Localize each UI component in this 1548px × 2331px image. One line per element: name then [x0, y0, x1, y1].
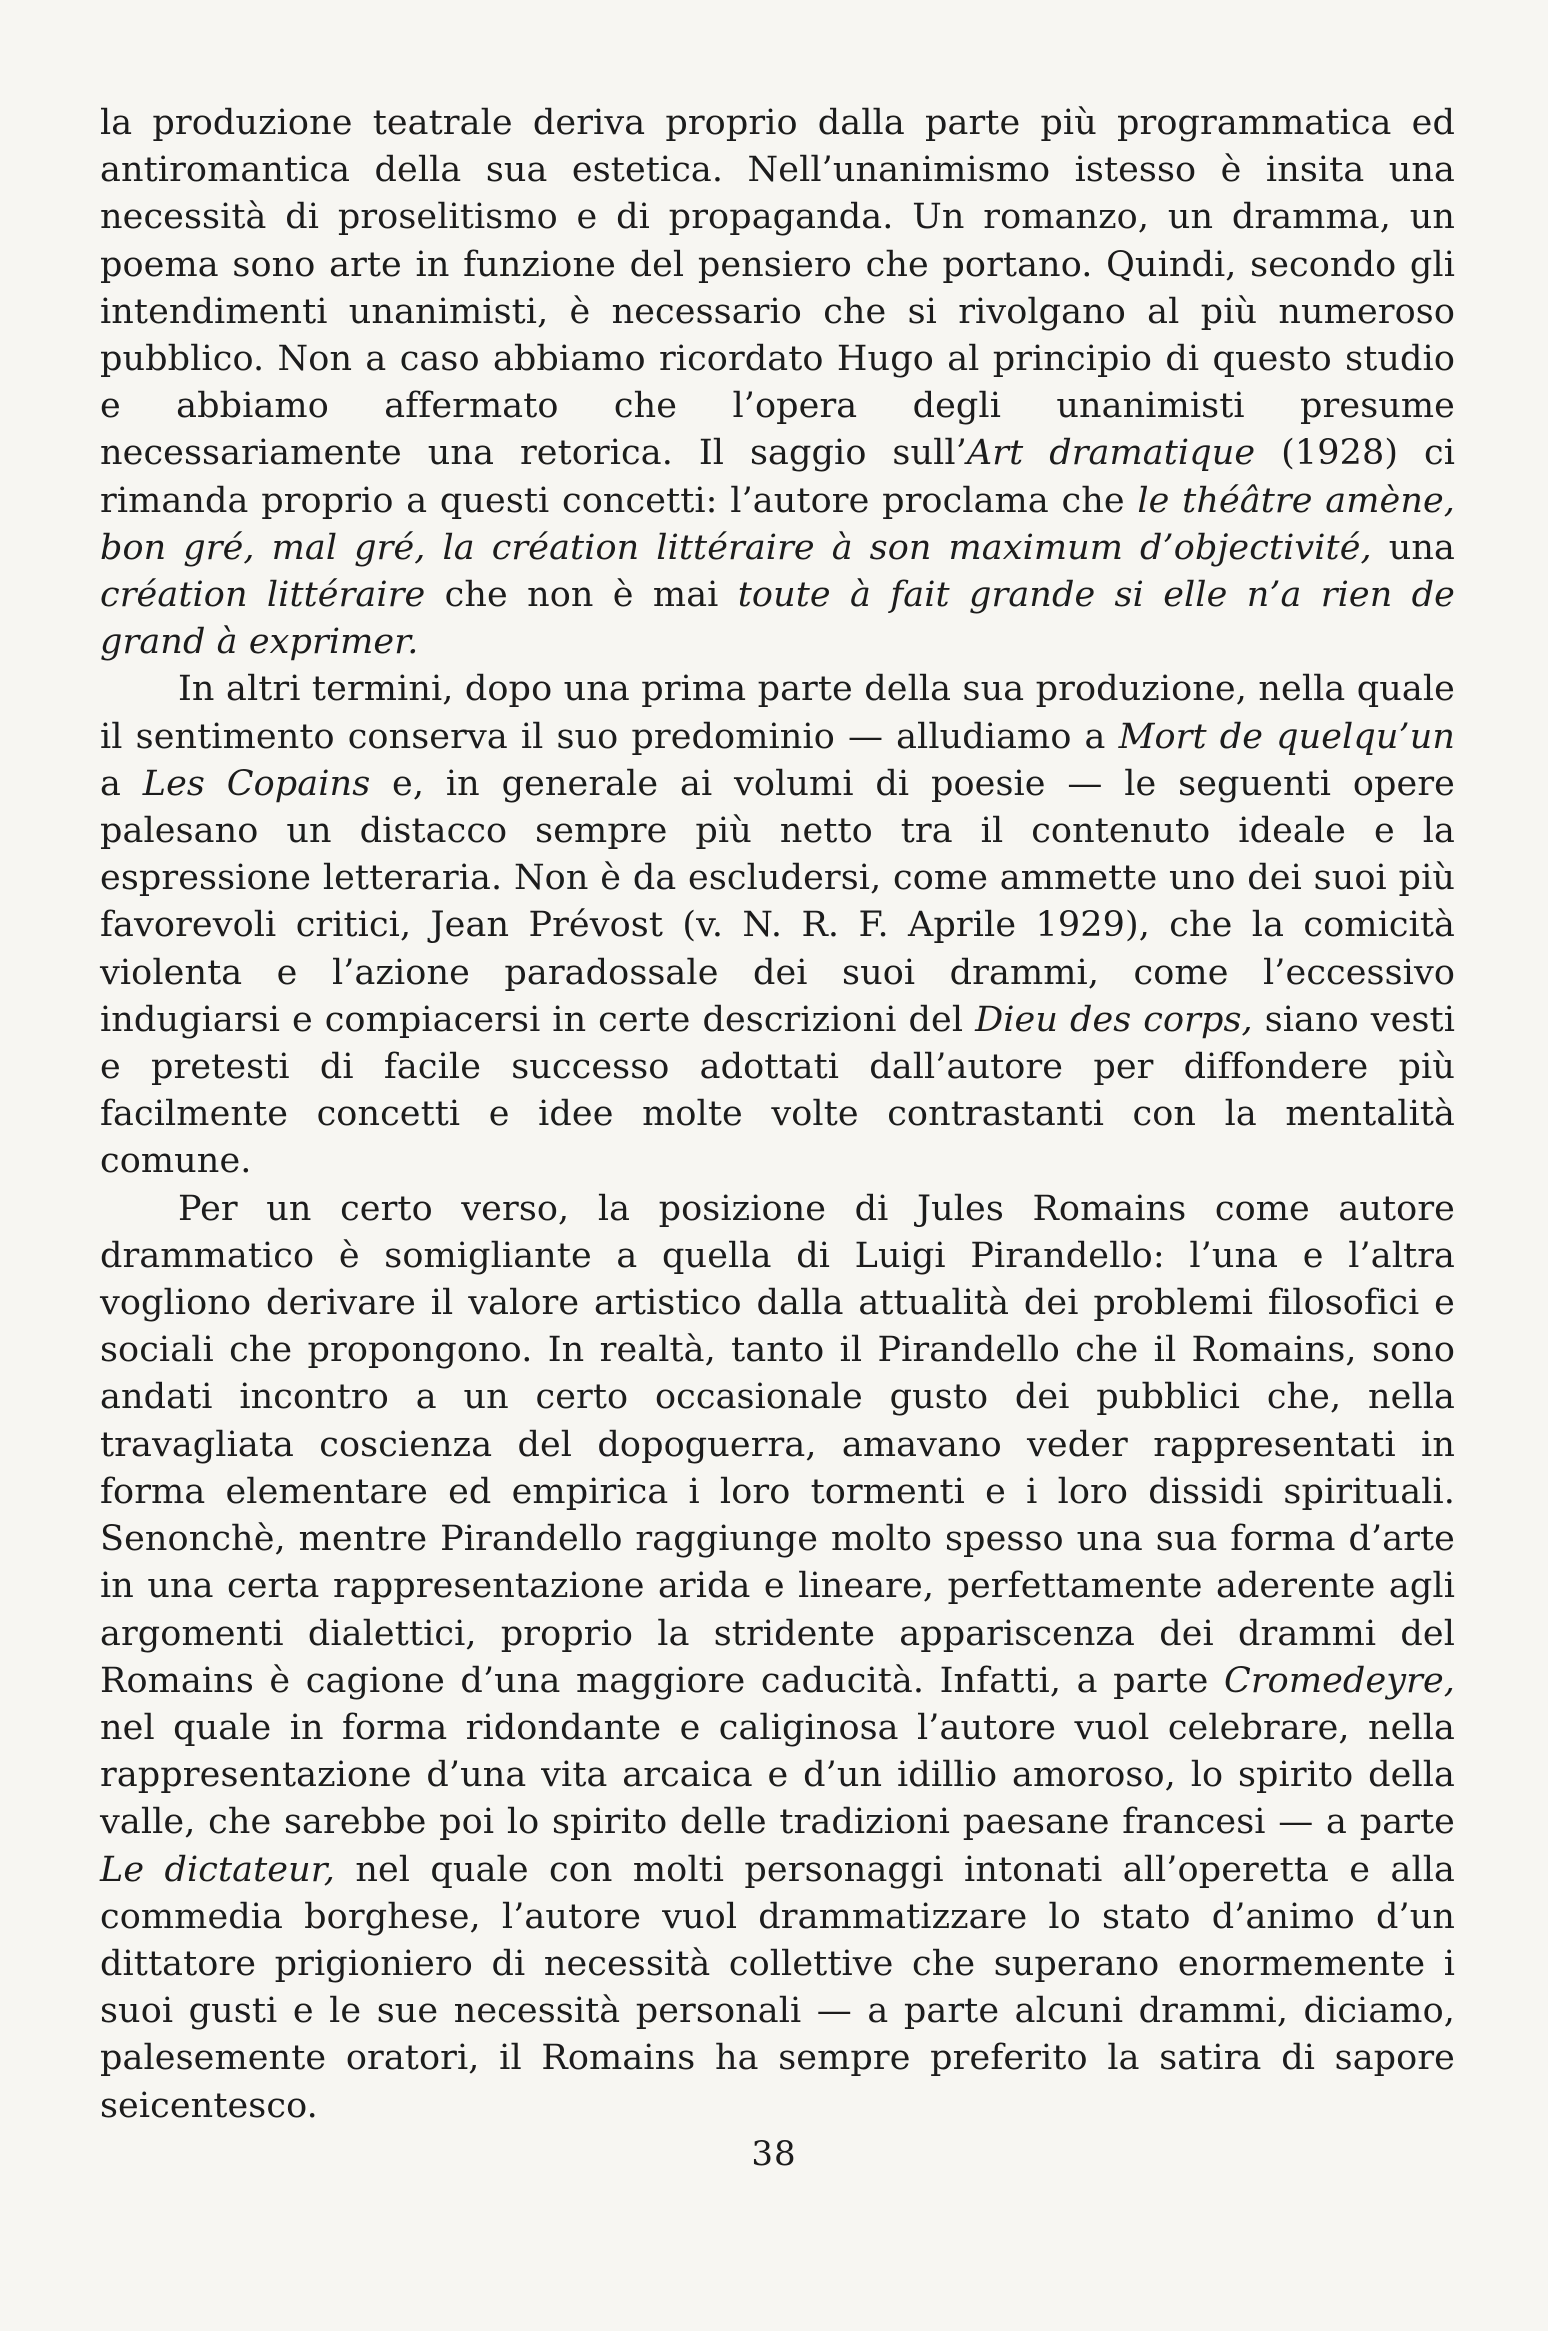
italic-run: Art dramatique: [966, 433, 1256, 474]
italic-run: Dieu des corps,: [975, 999, 1253, 1040]
text-run: nel quale in forma ridondante e caliginosa l’autore vuol celebrare, nella rappresentazione d’una vita arcaica e d’un idillio amoroso, lo spirito della valle, che sarebbe poi lo spirito delle tradizioni paesane francesi — a parte: [100, 1707, 1455, 1843]
text-run: che non è mai: [425, 575, 738, 616]
text-run: (1928) ci rimanda proprio a questi concetti: l’autore proclama che: [100, 433, 1455, 521]
text-run: Per un certo verso, la posizione di Jules Romains come autore drammatico è somigliante a quella di Luigi Pirandello: l’una e l’altra vogliono derivare il valore artistico dalla attualità dei problemi filosofici e sociali che propongono. In realtà, tanto il Pirandello che il Romains, sono andati incontro a un certo occasionale gusto dei pubblici che, nella travagliata coscienza del dopoguerra, amavano veder rappresentati in forma elementare ed empirica i loro tormenti e i loro dissidi spirituali. Senonchè, mentre Pirandello raggiunge molto spesso una sua forma d’arte in una certa rappresentazione arida e lineare, perfettamente aderente agli argomenti dialettici, proprio la stridente appariscenza dei drammi del Romains è cagione d’una maggiore caducità. Infatti, a parte: [100, 1188, 1455, 1701]
italic-run: Cromedeyre,: [1223, 1660, 1455, 1701]
paragraph: [100, 1186, 1455, 2130]
italic-run: Les Copains: [142, 763, 371, 804]
page-text-block: [100, 100, 1455, 2130]
italic-run: Le dictateur,: [100, 1849, 335, 1890]
italic-run: création littéraire: [100, 575, 426, 616]
italic-run: Mort de quelqu’un: [1118, 716, 1455, 757]
text-run: nel quale con molti personaggi intonati all’operetta e alla commedia borghese, l’autore vuol drammatizzare lo stato d’animo d’un dittatore prigioniero di necessità collettive che superano enormemente i suoi gusti e le sue necessità personali — a parte alcuni drammi, diciamo, palesemente oratori, il Romains ha sempre preferito la satira di sapore seicentesco.: [100, 1849, 1455, 2126]
italic-run: toute à fait grande si elle n’a rien de grand à exprimer.: [100, 575, 1455, 663]
page-number: 38: [751, 2134, 797, 2174]
text-run: e, in generale ai volumi di poesie — le seguenti opere palesano un distacco sempre più netto tra il contenuto ideale e la espressione letteraria. Non è da escludersi, come ammette uno dei suoi più favorevoli critici, Jean Prévost (v. N. R. F. Aprile 1929), che la comicità violenta e l’azione paradossale dei suoi drammi, come l’eccessivo indugiarsi e compiacersi in certe descrizioni del: [100, 763, 1455, 1040]
paragraph: [100, 100, 1455, 666]
text-run: In altri termini, dopo una prima parte della sua produzione, nella quale il sentimento conserva il suo predominio — alludiamo a: [100, 669, 1455, 757]
text-run: siano vesti e pretesti di facile successo adottati dall’autore per diffondere più facilmente concetti e idee molte volte contrastanti con la mentalità comune.: [100, 999, 1455, 1182]
text-run: la produzione teatrale deriva proprio dalla parte più programmatica ed antiromantica della sua estetica. Nell’unanimismo istesso è insita una necessità di proselitismo e di propaganda. Un romanzo, un dramma, un poema sono arte in funzione del pensiero che portano. Quindi, secondo gli intendimenti unanimisti, è necessario che si rivolgano al più numeroso pubblico. Non a caso abbiamo ricordato Hugo al principio di questo studio e abbiamo affermato che l’opera degli unanimisti presume necessariamente una retorica. Il saggio sull’: [100, 103, 1455, 474]
paragraph: [100, 666, 1455, 1185]
italic-run: le théâtre amène, bon gré, mal gré, la création littéraire à son maximum d’objectivité,: [100, 480, 1456, 568]
text-run: una: [1371, 527, 1455, 568]
text-run: a: [100, 763, 143, 804]
